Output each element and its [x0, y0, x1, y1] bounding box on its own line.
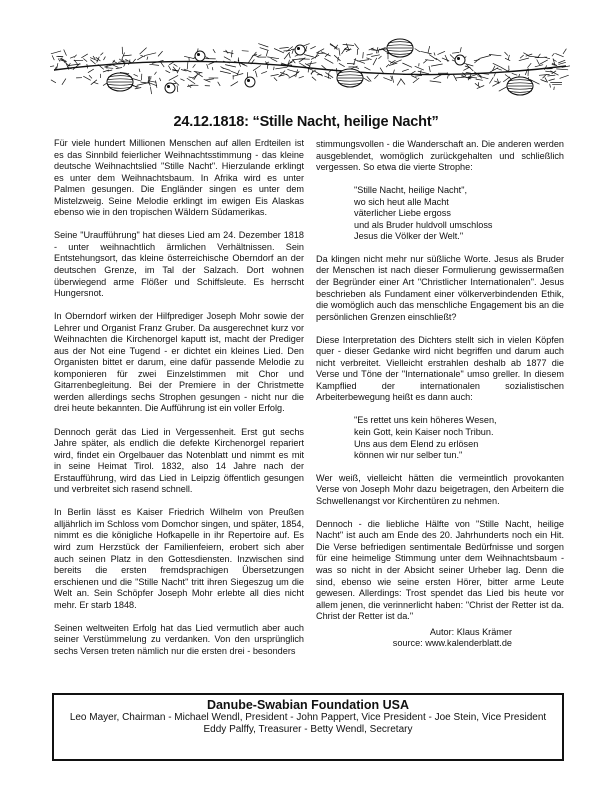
- poem-stille-nacht-verse: [316, 185, 564, 243]
- right-column: [316, 139, 564, 650]
- paragraph: stimmungsvollen - die Wanderschaft an. Die anderen werden ausgeblendet, womöglich zurückgehalten und schließlich vergessen. So etwa die vierte Strophe:: [316, 139, 564, 173]
- foundation-footer-box: [52, 693, 564, 761]
- paragraph: Seinen weltweiten Erfolg hat das Lied vermutlich aber auch seiner Verstümmelung zu verdanken. Von den ursprünglich sechs Versen treten nämlich nur die ersten drei - besonders: [54, 622, 304, 656]
- left-column: [54, 138, 304, 669]
- poem-line: kein Gott, kein Kaiser noch Tribun.: [354, 426, 494, 437]
- poem-line: wo sich heut alle Macht: [354, 196, 449, 207]
- paragraph: In Oberndorf wirken der Hilfprediger Joseph Mohr sowie der Lehrer und Organist Franz Gruber. Da ausgerechnet kurz vor Weihnachten die Kirchenorgel kaputt ist, macht der Prediger aus der Not eine Tugend - er dichtet ein kleines Lied. Den Organisten bittet er darum, eine dafür passende Melodie zu komponieren für zwei Einzelstimmen mit Chor und Gitarrenbegleitung. Bei der Premiere in der Christmette werden allerdings sechs Strophen gesungen - nicht nur die drei heute bekannten. Die Aufführung ist ein voller Erfolg.: [54, 311, 304, 414]
- poem-line: "Stille Nacht, heilige Nacht",: [354, 185, 467, 196]
- paragraph: Seine "Uraufführung" hat dieses Lied am 24. Dezember 1818 - unter weihnachtlich ärmlichen Verhältnissen. Sein Entstehungsort, das kleine österreichische Oberndorf an der deutschen Grenze, im Tal der Salzach. Dort wohnen überwiegend arme Flößer und Schiffsleute. Es herrscht Hungersnot.: [54, 230, 304, 299]
- foundation-name: Danube-Swabian Foundation USA: [206, 698, 410, 712]
- officers-line: Leo Mayer, Chairman - Michael Wendl, President - John Pappert, Vice President - Joe Stein, Vice President: [69, 712, 547, 723]
- paragraph: In Berlin lässt es Kaiser Friedrich Wilhelm von Preußen alljährlich im Schloss vom Domchor singen, und später, 1854, nimmt es die königliche Hofkapelle in ihr Repertoire auf. Es wird zum Herzstück der Familienfeiern, erobert sich aber auch seinen Platz in den Gottesdiensten. Inzwischen sind bereits die ersten fremdsprachigen Übersetzungen erschienen und die "Stille Nacht" tritt ihren Siegeszug um die Welt an. Sein Schöpfer Joseph Mohr erlebte all dies nicht mehr. Er starb 1848.: [54, 507, 304, 610]
- poem-line: "Es rettet uns kein höheres Wesen,: [354, 415, 497, 426]
- poem-line: und als Bruder huldvoll umschloss: [354, 219, 493, 230]
- author: Autor: Klaus Krämer: [429, 626, 512, 637]
- poem-internationale-verse: [316, 415, 564, 461]
- poem-line: väterlicher Liebe ergoss: [354, 208, 451, 219]
- poem-line: Uns aus dem Elend zu erlösen: [354, 438, 479, 449]
- pine-garland-illustration: [50, 30, 570, 104]
- poem-line: Jesus die Völker der Welt.": [354, 231, 464, 242]
- officers-line: Eddy Palffy, Treasurer - Betty Wendl, Secretary: [203, 724, 413, 735]
- paragraph: Da klingen nicht mehr nur süßliche Worte. Jesus als Bruder der Menschen ist nach dieser Formulierung gewissermaßen der Begründer einer Art "Christlicher Internationalen". Jesus beschrieben als Fundament einer völkerverbindenden Ethik, die womöglich auch das menschliche Engagement bis an die persönlichen Grenzen einschließt?: [316, 253, 564, 322]
- byline: [316, 627, 564, 650]
- source: source: www.kalenderblatt.de: [392, 638, 512, 649]
- poem-line: können wir nur selber tun.": [354, 450, 463, 461]
- paragraph: Dennoch - die liebliche Hälfte von "Stille Nacht, heilige Nacht" ist auch am Ende des 20. Jahrhunderts noch ein Hit. Die Verse befriedigen sentimentale Bedürfnisse und sorgen für eine heimelige Stimmung unter dem Weihnachtsbaum - was so nicht in der Absicht seiner Urheber lag. Denn die sind, ebenso wie seine ersten Hörer, bitter arme Leute gewesen. Allerdings: Trost spendet das Lied bis heute vor allem jenen, die verinnerlicht haben: "Christ der Retter ist da. Christ der Retter ist da.": [316, 518, 564, 622]
- paragraph: Dennoch gerät das Lied in Vergessenheit. Erst gut sechs Jahre später, als endlich die defekte Kirchenorgel repariert wird, findet ein Orgelbauer das Notenblatt und nimmt es mit in seine Heimat Tirol. 1832, also 14 Jahre nach der Erstaufführung, wird das Lied in Leipzig öffentlich gesungen und verbreitet sich rasend schnell.: [54, 426, 304, 495]
- paragraph: Diese Interpretation des Dichters stellt sich in vielen Köpfen quer - dieser Gedanke wird nicht begriffen und darum auch nicht verbreitet. Vielleicht erstrahlen deshalb ab 1877 die Verse und Töne der "Internationale" umso greller. In diesem Kampflied der internationalen sozialistischen Arbeiterbewegung heißt es dann auch:: [316, 334, 564, 403]
- article-title: 24.12.1818: “Stille Nacht, heilige Nacht”: [173, 114, 439, 130]
- paragraph: Für viele hundert Millionen Menschen auf allen Erdteilen ist es das Sinnbild feierlicher Weihnachtsstimmung - das kleine deutsche Weihnachtslied "Stille Nacht". Hierzulande erklingt es unter dem Weihnachtsbaum. In Afrika wird es unter Palmen gesungen. Die Engländer singen es unter dem Mistelzweig. Seine Melodie erklingt im ewigen Eis Alaskas ebenso wie in den tropischen Wäldern Südamerikas.: [54, 138, 304, 218]
- paragraph: Wer weiß, vielleicht hätten die vermeintlich provokanten Verse von Joseph Mohr dazu beigetragen, den Arbeitern die Schwellenangst vor Kirchentüren zu nehmen.: [316, 472, 564, 506]
